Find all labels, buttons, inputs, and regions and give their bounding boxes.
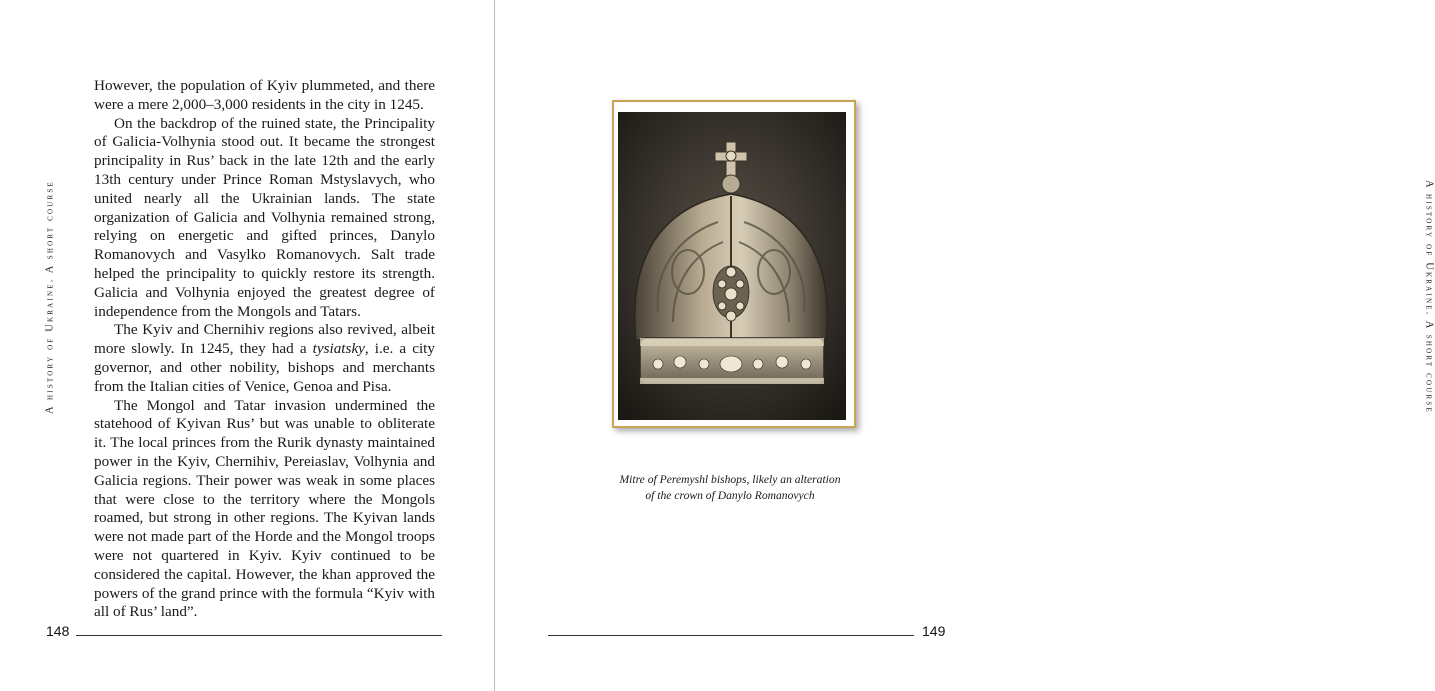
footer-rule-left	[76, 635, 442, 636]
italic-term: tysiatsky	[312, 340, 365, 358]
running-head-left: A history of Ukraine. A short course	[44, 180, 56, 414]
mitre-photo-frame	[612, 100, 856, 428]
mitre-photo	[618, 112, 846, 420]
paragraph-3	[94, 321, 435, 396]
paragraph-2: On the backdrop of the ruined state, the Principality of Galicia-Volhynia stood out. It became the strongest principality in Rus’ back in the late 12th and the early 13th century under Prince Roman Mstyslavych, who united nearly all the Ukrainian lands. The state organization of Galicia and Volhynia remained strong, relying on energetic and gifted princes, Danylo Romanovych and Vasylko Romanovych. Salt trade helped the principality to quickly restore its strength. Galicia and Volhynia enjoyed the greatest degree of independence from the Mongols and Tatars.	[94, 114, 435, 320]
body-text	[94, 77, 435, 622]
paragraph-4: The Mongol and Tatar invasion undermined the statehood of Kyivan Rus’ but was unable to obliterate it. The local princes from the Rurik dynasty maintained power in the Kyiv, Chernihiv, Pereiaslav, Volhynia and Galicia regions. Their power was weak in some places that were close to the territory where the Mongols roamed, but strong in other regions. The Kyivan lands were not made part of the Horde and the Mongol troops were not quartered in Kyiv. Kyiv continued to be considered the capital. However, the khan approved the powers of the grand prince with the formula “Kyiv with all of Rus’ land”.	[94, 396, 435, 621]
page-number-right: 149	[922, 623, 946, 639]
paragraph-3-end: , i.e. a city governor, and other nobility, bishops and merchants from the Italian cities of Venice, Genoa and Pisa.	[94, 340, 435, 395]
page-number-left: 148	[46, 623, 70, 639]
left-page	[0, 0, 494, 691]
running-head-right: A history of Ukraine. A short course	[1423, 180, 1435, 414]
figure-caption	[595, 472, 865, 504]
caption-line-1: Mitre of Peremyshl bishops, likely an alteration	[619, 473, 841, 486]
paragraph-1: However, the population of Kyiv plummeted, and there were a mere 2,000–3,000 residents in the city in 1245.	[94, 77, 435, 113]
footer-rule-right	[548, 635, 914, 636]
caption-line-2: of the crown of Danylo Romanovych	[645, 489, 815, 502]
paragraph-3-start: The Kyiv and Chernihiv regions also revived, albeit more slowly. In 1245, they had a	[94, 321, 435, 358]
